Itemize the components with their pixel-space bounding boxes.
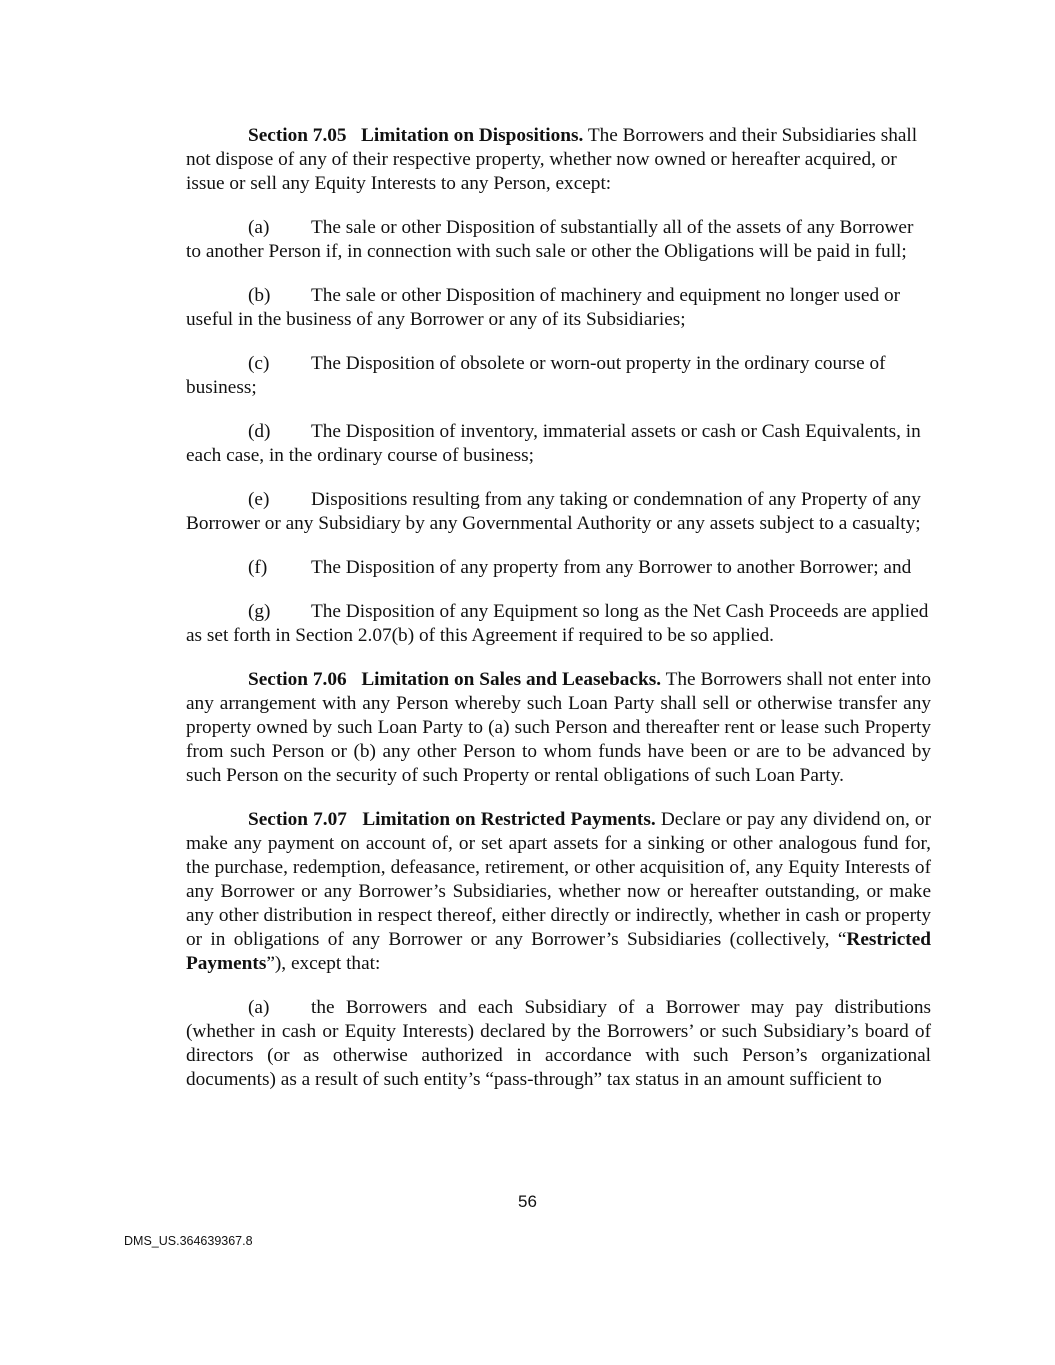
section-7-05	[186, 124, 931, 196]
list-item	[186, 420, 931, 468]
section-title: Limitation on Sales and Leasebacks.	[361, 669, 662, 690]
list-item	[186, 284, 931, 332]
section-title: Limitation on Restricted Payments.	[362, 809, 656, 830]
item-text: The Disposition of inventory, immaterial assets or cash or Cash Equivalents, in each case, in the ordinary course of business;	[186, 421, 921, 466]
list-item	[186, 488, 931, 536]
item-text: the Borrowers and each Subsidiary of a Borrower may pay distributions (whether in cash or Equity Interests) declared by the Borrowers’ or such Subsidiary’s board of directors (or as otherwise authorized in accordance with such Person’s organizational documents) as a result of such entity’s “pass-through” tax status in an amount sufficient to	[186, 997, 931, 1090]
item-label: (a)	[248, 997, 270, 1018]
item-label: (f)	[248, 557, 268, 578]
document-body	[186, 124, 931, 1112]
section-title: Limitation on Dispositions.	[361, 125, 584, 146]
list-item	[186, 996, 931, 1092]
page-number: 56	[518, 1192, 537, 1211]
item-label: (a)	[248, 217, 270, 238]
item-text: The Disposition of any Equipment so long as the Net Cash Proceeds are applied as set forth in Section 2.07(b) of this Agreement if required to be so applied.	[186, 601, 929, 646]
document-id: DMS_US.364639367.8	[124, 1234, 253, 1248]
item-label: (b)	[248, 285, 271, 306]
item-text: The Disposition of any property from any Borrower to another Borrower; and	[311, 557, 912, 578]
section-number: Section 7.06	[248, 669, 347, 690]
list-item	[186, 216, 931, 264]
list-item	[186, 352, 931, 400]
section-number: Section 7.05	[248, 125, 347, 146]
item-label: (d)	[248, 421, 271, 442]
section-intro: The Borrowers shall not enter into any arrangement with any Person whereby such Loan Party shall sell or otherwise transfer any property owned by such Loan Party to (a) such Person and thereafter rent or lease such Property from such Person or (b) any other Person to whom funds have been or are to be advanced by such Person on the security of such Property or rental obligations of such Loan Party.	[186, 669, 931, 786]
item-label: (c)	[248, 353, 270, 374]
section-7-06	[186, 668, 931, 788]
item-label: (g)	[248, 601, 271, 622]
item-text: The sale or other Disposition of substantially all of the assets of any Borrower to another Person if, in connection with such sale or other the Obligations will be paid in full;	[186, 217, 914, 262]
section-intro-end: ”), except that:	[266, 953, 381, 974]
section-7-07	[186, 808, 931, 976]
defined-term: Restricted Payments	[186, 929, 931, 974]
list-item	[186, 600, 931, 648]
item-text: The sale or other Disposition of machinery and equipment no longer used or useful in the business of any Borrower or any of its Subsidiaries;	[186, 285, 901, 330]
section-number: Section 7.07	[248, 809, 347, 830]
item-text: Dispositions resulting from any taking or condemnation of any Property of any Borrower or any Subsidiary by any Governmental Authority or any assets subject to a casualty;	[186, 489, 921, 534]
section-intro: Declare or pay any dividend on, or make any payment on account of, or set apart assets for a sinking or other analogous fund for, the purchase, redemption, defeasance, retirement, or other acquisition of, any Equity Interests of any Borrower or any Borrower’s Subsidiaries, whether now or hereafter outstanding, or make any other distribution in respect thereof, either directly or indirectly, whether in cash or property or in obligations of any Borrower or any Borrower’s Subsidiaries (collectively, “	[186, 809, 931, 950]
section-intro: The Borrowers and their Subsidiaries shall not dispose of any of their respective property, whether now owned or hereafter acquired, or issue or sell any Equity Interests to any Person, except:	[186, 125, 918, 194]
item-text: The Disposition of obsolete or worn-out property in the ordinary course of business;	[186, 353, 886, 398]
list-item	[186, 556, 931, 580]
item-label: (e)	[248, 489, 270, 510]
